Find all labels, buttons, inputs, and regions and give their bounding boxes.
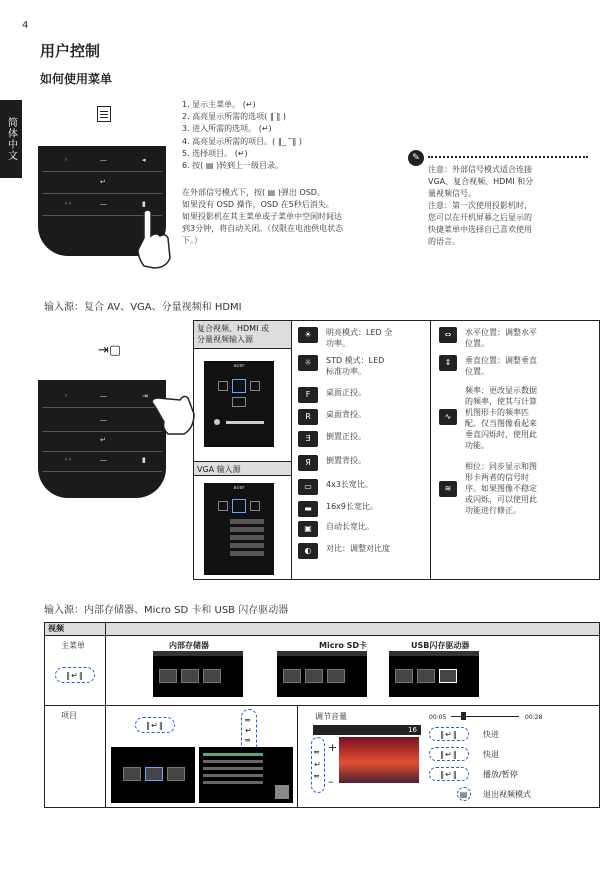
step-item: 4. 高亮显示所需的项目。( ‖_ ‾‖ ) xyxy=(182,136,303,146)
feature-rear-ceiling xyxy=(298,455,366,471)
label-play-pause: 播放/暂停 xyxy=(483,770,518,779)
screen-file-browser xyxy=(111,747,195,803)
aspect-auto-icon: ▣ xyxy=(298,521,318,537)
feature-h-position xyxy=(439,327,537,349)
contrast-icon: ◐ xyxy=(298,543,318,559)
rewind-keys-icon: ‖↵‖ xyxy=(429,747,469,761)
osd-line: 在外部信号模式下，按( ▤ )弹出 OSD。 xyxy=(182,188,325,197)
fast-forward-keys-icon: ‖↵‖ xyxy=(429,727,469,741)
feature-text: 序。如果图像不稳定 xyxy=(465,484,537,493)
pointing-hand-icon xyxy=(134,208,174,270)
feature-text: 位置。 xyxy=(465,367,489,376)
step-item: 3. 进入所需的选项。 (↵) xyxy=(182,124,272,134)
step-item: 2. 高亮显示所需的选项( ‖ ‖ ) xyxy=(182,112,287,122)
front-ceiling-icon: Ǝ xyxy=(298,431,318,447)
feature-bright-mode xyxy=(298,327,392,349)
nav-left-enter-right-icon: ‖↵‖ xyxy=(55,667,95,683)
volume-value: 16 xyxy=(408,726,417,734)
feature-text: STD 模式：LED xyxy=(326,356,385,365)
note-line: 您可以在开机屏幕之后显示的 xyxy=(428,213,532,222)
volume-up-down-icon: ═ ↵ ═ xyxy=(311,737,325,793)
rear-desktop-icon: R xyxy=(298,409,318,425)
section-title-storage: 输入源：内部存储器、Micro SD 卡和 USB 闪存驱动器 xyxy=(44,605,289,616)
feature-contrast xyxy=(298,543,390,559)
video-control-table xyxy=(44,622,600,808)
osd-thumbnail-vga: acer xyxy=(204,483,274,575)
feature-tracking xyxy=(439,461,537,516)
label-exit-video: 退出视频模式 xyxy=(483,790,531,799)
feature-text: 16x9长宽比。 xyxy=(326,502,379,511)
feature-text: 桌面正投。 xyxy=(326,388,366,397)
volume-bar xyxy=(313,725,421,735)
note-icon: ✎ xyxy=(408,150,424,166)
page-subtitle: 如何使用菜单 xyxy=(40,72,113,86)
screen-micro-sd xyxy=(277,651,367,697)
note-line: 注意：第一次使用投影机时， xyxy=(428,201,532,210)
feature-text: 形卡两者的信号时 xyxy=(465,473,529,482)
screen-usb xyxy=(389,651,479,697)
osd-line: 下。） xyxy=(182,236,202,245)
osd-thumbnail-composite xyxy=(204,361,274,447)
feature-text: 倒置正投。 xyxy=(326,432,366,441)
feature-text: 桌面背投。 xyxy=(326,410,366,419)
aspect-16x9-icon: ▬ xyxy=(298,501,318,517)
feature-text: 频率：更改显示数据 xyxy=(465,386,537,395)
nav-up-enter-down-icon: ═ ↵ ═ xyxy=(241,709,257,753)
label-line: 复合视频、HDMI 或 xyxy=(197,324,269,333)
menu-icon xyxy=(97,106,111,122)
v-position-icon: ⇕ xyxy=(439,355,457,371)
step-item: 6. 按( ▤ )转到上一级目录。 xyxy=(182,161,284,171)
screen-file-list xyxy=(199,747,293,803)
label-fast-forward: 快进 xyxy=(483,730,499,739)
feature-text: 配。仅当图像看起来 xyxy=(465,419,537,428)
note-text xyxy=(428,164,588,248)
step-item: 5. 选择项目。 (↵) xyxy=(182,148,248,158)
label-line: 分量视频输入源 xyxy=(197,335,253,344)
osd-line: 如果投影机在其主菜单或子菜单中空闲时间达 xyxy=(182,212,342,221)
feature-v-position xyxy=(439,355,537,377)
video-preview xyxy=(339,737,419,783)
feature-text: 对比：调整对比度 xyxy=(326,544,390,553)
minus-icon: – xyxy=(328,775,334,788)
step-item: 1. 显示主菜单。 (↵) xyxy=(182,100,256,109)
source-usb: USB闪存驱动器 xyxy=(411,641,470,650)
osd-line: 到3分钟，将自动关闭。（仅限在电池供电状态 xyxy=(182,224,344,233)
feature-std-mode xyxy=(298,355,384,377)
feature-text: 垂直位置：调整垂直 xyxy=(465,356,537,365)
feature-frequency xyxy=(439,385,537,451)
aspect-4x3-icon: ▭ xyxy=(298,479,318,495)
volume-label: 调节音量 xyxy=(315,712,347,721)
progress-thumb[interactable] xyxy=(461,712,466,720)
feature-aspect-16x9 xyxy=(298,501,378,517)
feature-text: 标准功率。 xyxy=(326,367,366,376)
label-rewind: 快退 xyxy=(483,750,499,759)
remote-control-illustration: ◦ — ◂ ↵ ◦◦ — ▮ xyxy=(38,146,166,256)
feature-text: 功率。 xyxy=(326,339,350,348)
feature-text: 相位：同步显示和图 xyxy=(465,462,537,471)
frequency-icon: ∿ xyxy=(439,409,457,425)
plus-icon: + xyxy=(328,741,338,754)
section-title-external: 输入源：复合 AV、VGA、分量视频和 HDMI xyxy=(44,302,242,313)
feature-aspect-4x3 xyxy=(298,479,373,495)
label-composite-hdmi xyxy=(194,321,291,349)
note-line: 注意：外部信号模式适合连接 xyxy=(428,165,532,174)
pointing-hand-icon-2 xyxy=(150,388,198,440)
feature-text: 4x3长宽比。 xyxy=(326,480,373,489)
tracking-icon: ≋ xyxy=(439,481,457,497)
nav-left-enter-right-icon-2: ‖↵‖ xyxy=(135,717,175,733)
bulb-dim-icon: ☼ xyxy=(298,355,318,371)
source-input-icon: ⇥▢ xyxy=(98,343,122,358)
note-line: 量视频信号。 xyxy=(428,189,476,198)
feature-text: 功能。 xyxy=(465,441,489,450)
time-start: 00:05 xyxy=(429,714,447,721)
feature-text: 明亮模式：LED 全 xyxy=(326,328,393,337)
osd-line: 如果没有 OSD 操作，OSD 在5秒后消失。 xyxy=(182,200,334,209)
table-header-video: 视频 xyxy=(45,623,599,636)
feature-front-ceiling xyxy=(298,431,366,447)
feature-aspect-auto xyxy=(298,521,374,537)
source-micro-sd: Micro SD卡 xyxy=(319,641,368,650)
menu-key-icon: ▤ xyxy=(457,787,471,801)
feature-text: 倒置背投。 xyxy=(326,456,366,465)
bulb-icon: ☀ xyxy=(298,327,318,343)
h-position-icon: ⇔ xyxy=(439,327,457,343)
time-end: 00:28 xyxy=(525,714,543,721)
feature-front-desktop xyxy=(298,387,366,403)
note-line: 快捷菜单中选择自己喜欢使用 xyxy=(428,225,532,234)
label-vga: VGA 输入源 xyxy=(194,461,291,476)
feature-text: 的频率，使其与计算 xyxy=(465,397,537,406)
feature-text: 功能进行修正。 xyxy=(465,506,521,515)
feature-text: 自动长宽比。 xyxy=(326,522,374,531)
row-label-items: 项目 xyxy=(61,711,77,720)
rear-ceiling-icon: Я xyxy=(298,455,318,471)
feature-rear-desktop xyxy=(298,409,366,425)
feature-text: 或闪烁，可以使用此 xyxy=(465,495,537,504)
feature-text: 垂直闪烁时，使用此 xyxy=(465,430,537,439)
osd-paragraph xyxy=(182,187,410,247)
row-label-main-menu: 主菜单 xyxy=(61,641,85,650)
menu-steps-list xyxy=(182,99,302,172)
feature-text: 水平位置：调整水平 xyxy=(465,328,537,337)
osd-brand: acer xyxy=(233,363,245,369)
remote-control-illustration-2: ◦ — ⇥ — ↵ ◦◦ — ▮ xyxy=(38,380,166,498)
front-desktop-icon: F xyxy=(298,387,318,403)
page-title: 用户控制 xyxy=(40,42,101,60)
page-number: 4 xyxy=(22,20,29,31)
screen-internal-memory xyxy=(153,651,243,697)
note-divider xyxy=(428,156,588,158)
note-line: 的语言。 xyxy=(428,237,460,246)
osd-feature-table xyxy=(193,320,600,580)
feature-text: 机图形卡的频率匹 xyxy=(465,408,529,417)
note-line: VGA、复合视频、HDMI 和分 xyxy=(428,177,534,186)
play-pause-keys-icon: ‖↵‖ xyxy=(429,767,469,781)
source-internal-memory: 内部存储器 xyxy=(169,641,209,650)
feature-text: 位置。 xyxy=(465,339,489,348)
language-side-tab: 简体中文 xyxy=(0,100,22,178)
